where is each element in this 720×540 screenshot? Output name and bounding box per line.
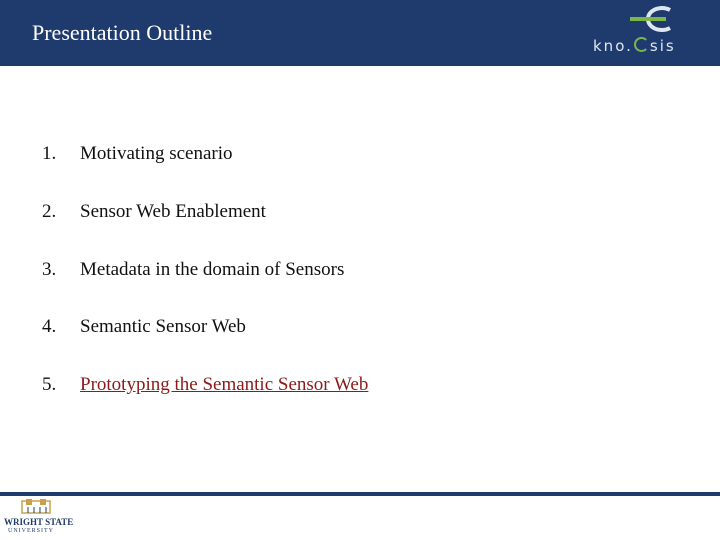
item-number: 1. xyxy=(42,143,57,164)
wright-state-logo xyxy=(4,497,76,537)
slide-header xyxy=(0,0,720,66)
logo-e-glyph xyxy=(634,37,649,52)
slide-title: Presentation Outline xyxy=(32,20,213,45)
logo-text-dot: . xyxy=(626,37,633,55)
knoesis-logo xyxy=(590,4,708,62)
outline-item-1 xyxy=(42,143,233,165)
logo-text-part1: kno xyxy=(593,37,627,55)
outline-item-4 xyxy=(42,316,246,338)
wright-state-building-icon xyxy=(8,497,68,517)
outline-item-3 xyxy=(42,259,344,281)
item-label: Semantic Sensor Web xyxy=(80,316,246,337)
university-subtitle: UNIVERSITY xyxy=(8,528,54,534)
footer-divider xyxy=(0,492,720,496)
knoesis-e-mark-icon xyxy=(626,4,676,34)
item-number: 5. xyxy=(42,374,57,395)
knoesis-wordmark xyxy=(593,37,676,55)
logo-text-part2: sis xyxy=(649,37,676,55)
item-number: 4. xyxy=(42,316,57,337)
item-label: Metadata in the domain of Sensors xyxy=(80,259,345,280)
outline-item-2 xyxy=(42,201,266,223)
item-number: 2. xyxy=(42,201,57,222)
university-name: WRIGHT STATE xyxy=(4,517,74,527)
item-label: Sensor Web Enablement xyxy=(80,201,266,222)
outline-item-5 xyxy=(42,374,368,396)
item-link[interactable]: Prototyping the Semantic Sensor Web xyxy=(80,374,369,395)
item-label: Motivating scenario xyxy=(80,143,233,164)
item-number: 3. xyxy=(42,259,57,280)
